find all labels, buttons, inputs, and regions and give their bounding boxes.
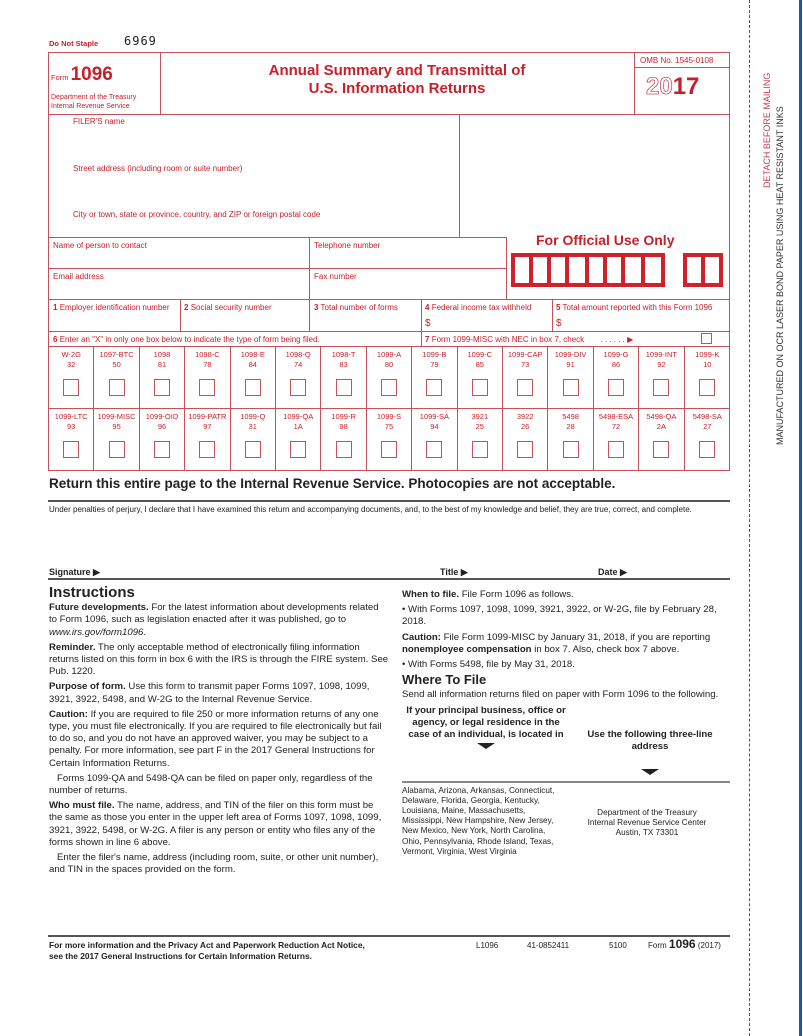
- form-type-code: 74: [294, 360, 303, 369]
- form-type-checkbox[interactable]: [653, 441, 669, 458]
- form-title: Annual Summary and Transmittal of U.S. Information Returns: [268, 62, 526, 97]
- return-notice: Return this entire page to the Internal Revenue Service. Photocopies are not acceptable.: [49, 476, 616, 491]
- box4-dollar: $: [425, 318, 431, 329]
- form-type-checkbox[interactable]: [517, 441, 533, 458]
- form-type-cell: [685, 409, 730, 471]
- form-type-name: 1097-BTC: [99, 350, 134, 359]
- form-type-cell: [231, 409, 276, 471]
- form-type-cell: [594, 409, 639, 471]
- box5-dollar: $: [556, 318, 562, 329]
- box1-label: 1 Employer identification number: [53, 303, 170, 312]
- form-type-code: 92: [657, 360, 666, 369]
- form-type-code: 83: [339, 360, 348, 369]
- form-type-cell: [140, 347, 185, 409]
- form-1096: [48, 52, 730, 471]
- form-type-name: 1099-B: [422, 350, 447, 359]
- form-type-code: 96: [157, 422, 167, 431]
- form-type-code: 50: [112, 360, 121, 369]
- form-type-checkbox[interactable]: [426, 441, 442, 458]
- form-type-checkbox[interactable]: [563, 441, 579, 458]
- form-type-checkbox[interactable]: [154, 441, 170, 458]
- form-type-cell: [94, 347, 139, 409]
- form-type-cell: [458, 347, 503, 409]
- form-type-code: 94: [430, 422, 439, 431]
- form-type-name: 1099-CAP: [507, 350, 543, 359]
- form-type-checkbox[interactable]: [109, 379, 125, 396]
- form-type-name: 1099-QA: [283, 412, 314, 421]
- signature-line[interactable]: [48, 578, 730, 580]
- date-label: Date ▶: [598, 567, 627, 577]
- form-type-name: 1099-PATR: [188, 412, 227, 421]
- form-type-code: 2A: [656, 422, 666, 431]
- form-type-checkbox[interactable]: [472, 379, 488, 396]
- filer-name-label: FILER'S name: [73, 117, 125, 126]
- form-type-name: 1099-S: [376, 412, 402, 421]
- form-type-cell: [503, 409, 548, 471]
- form-type-checkbox[interactable]: [381, 441, 397, 458]
- form-type-cell: [321, 347, 366, 409]
- form-type-cell: [185, 409, 230, 471]
- form-type-name: 1099-INT: [645, 350, 678, 359]
- form-type-cell: [548, 347, 593, 409]
- detach-notice: DETACH BEFORE MAILING: [762, 72, 772, 188]
- form-type-code: 91: [566, 360, 575, 369]
- form-type-checkbox[interactable]: [245, 379, 261, 396]
- instructions-right: When to file. File Form 1096 as follows. • With Forms 1097, 1098, 1099, 3921, 3922, or W-2G, file by February 28, 2018. Caution: File Form 1099-MISC by January 31, 2018, if you are reporting nonemployee compensation in box 7. Also, check box 7 above. • With Forms 5498, file by May 31, 2018. Where To File Send all information returns filed on paper with Form 1096 to the following. If your principal business, office or agency, or legal residence in the case of an individual, is located in Use the following three-line address Alabama, Arizona, Arkansas, Connecticut, Delaware, Florida, Georgia, Kentucky, Louisiana, Maine, Massachusetts, Mississippi, New Hampshire, New Jersey, New Mexico, New York, North Carolina, Ohio, Pennsylvania, Rhode Island, Texas, Vermont, Virginia, West Virginia Department of the Treasury Internal Revenue Service Center Austin, TX 73301: [402, 589, 730, 857]
- telephone-label: Telephone number: [314, 241, 381, 250]
- form-type-cell: [458, 409, 503, 471]
- form-type-checkbox[interactable]: [109, 441, 125, 458]
- detach-line: [749, 0, 750, 1036]
- form-type-name: 1099-MISC: [97, 412, 136, 421]
- form-type-checkbox[interactable]: [336, 379, 352, 396]
- perjury-statement: Under penalties of perjury, I declare that I have examined this return and accompanying documents, and, to the best of my knowledge and belief, they are true, correct, and complete.: [49, 505, 692, 514]
- catalog-number: L1096: [476, 941, 499, 950]
- form-type-name: 1099-LTC: [54, 412, 88, 421]
- form-type-checkbox[interactable]: [290, 441, 306, 458]
- omb-number: OMB No. 1545-0108: [640, 56, 714, 65]
- form-type-name: 1099-C: [467, 350, 493, 359]
- form-type-cell: [639, 409, 684, 471]
- form-type-checkbox[interactable]: [63, 379, 79, 396]
- box4-label: 4 Federal income tax withheld: [425, 303, 532, 312]
- form-type-cell: [594, 347, 639, 409]
- form-type-code: 1A: [293, 422, 303, 431]
- form-type-checkbox[interactable]: [199, 441, 215, 458]
- form-type-code: 81: [157, 360, 167, 369]
- form-type-name: W-2G: [61, 350, 81, 359]
- form-type-code: 10: [703, 360, 712, 369]
- form-word: Form: [51, 73, 69, 82]
- form-type-name: 5498-ESA: [598, 412, 634, 421]
- form-type-checkbox[interactable]: [472, 441, 488, 458]
- form-type-cell: [185, 347, 230, 409]
- form-type-checkbox[interactable]: [63, 441, 79, 458]
- do-not-staple: Do Not Staple: [49, 39, 99, 48]
- form-type-code: 28: [566, 422, 575, 431]
- irs-address: Department of the Treasury Internal Revenue Service Center Austin, TX 73301: [587, 807, 707, 838]
- city-label: City or town, state or province, country, and ZIP or foreign postal code: [73, 210, 321, 219]
- form-type-name: 5498-QA: [646, 412, 677, 421]
- form-type-name: 1099-Q: [240, 412, 266, 421]
- form-type-code: 80: [384, 360, 394, 369]
- form-type-checkbox[interactable]: [699, 379, 715, 396]
- form-type-name: 3921: [471, 412, 489, 421]
- arrow-down-icon: [477, 743, 495, 749]
- title-label: Title ▶: [440, 567, 468, 577]
- form-type-cell: [276, 409, 321, 471]
- form-type-name: 1098-E: [240, 350, 265, 359]
- form-type-name: 1099-R: [331, 412, 356, 421]
- form-type-code: 31: [248, 422, 257, 431]
- form-type-name: 1098-Q: [285, 350, 311, 359]
- manufacture-notice: MANUFACTURED ON OCR LASER BOND PAPER USING HEAT RESISTANT INKS: [775, 106, 785, 445]
- official-use-label: For Official Use Only: [536, 232, 675, 248]
- form-type-code: 78: [203, 360, 212, 369]
- form-type-checkbox[interactable]: [608, 441, 624, 458]
- form-type-cell: [94, 409, 139, 471]
- form-type-checkbox[interactable]: [245, 441, 261, 458]
- form-type-cell: [412, 347, 457, 409]
- form-type-code: 26: [521, 422, 530, 431]
- form-type-cell: [140, 409, 185, 471]
- form-type-checkbox[interactable]: [154, 379, 170, 396]
- signature-label: Signature ▶: [49, 567, 100, 577]
- form-type-checkbox[interactable]: [199, 379, 215, 396]
- form-type-code: 75: [384, 422, 394, 431]
- form-type-name: 5498-SA: [692, 412, 722, 421]
- form-type-code: 72: [611, 422, 621, 431]
- form-type-code: 86: [611, 360, 621, 369]
- form-type-name: 3922: [516, 412, 534, 421]
- arrow-down-icon: [641, 769, 659, 775]
- form-type-checkbox[interactable]: [653, 379, 669, 396]
- box7-label: 7 Form 1099-MISC with NEC in box 7, check . . . . . . ▶: [425, 335, 634, 344]
- form-type-cell: [321, 409, 366, 471]
- code-number: 5100: [609, 941, 627, 950]
- box3-label: 3 Total number of forms: [314, 303, 398, 312]
- form-type-code: 98: [339, 422, 348, 431]
- form-type-code: 73: [521, 360, 530, 369]
- states-list: Alabama, Arizona, Arkansas, Connecticut, Delaware, Florida, Georgia, Kentucky, Louisiana, Maine, Massachusetts, Mississippi, New Hampshire, New Jersey, New Mexico, New York, North Carolina, Ohio, Pennsylvania, Rhode Island, Texas, Vermont, Virginia, West Virginia: [402, 785, 555, 856]
- form-type-cell: [503, 347, 548, 409]
- form-type-cell: [367, 347, 412, 409]
- form-type-cell: [548, 409, 593, 471]
- form-type-name: 1099-A: [376, 350, 402, 359]
- form-type-checkbox[interactable]: [290, 379, 306, 396]
- form-type-cell: [685, 347, 730, 409]
- box5-label: 5 Total amount reported with this Form 1096: [556, 303, 713, 312]
- email-label: Email address: [53, 272, 104, 281]
- form-type-name: 1099-SA: [419, 412, 449, 421]
- form-type-name: 1099-DIV: [554, 350, 587, 359]
- form-type-checkbox[interactable]: [563, 379, 579, 396]
- form-type-code: 27: [703, 422, 712, 431]
- form-type-code: 85: [475, 360, 484, 369]
- form-type-code: 93: [67, 422, 76, 431]
- form-type-checkbox[interactable]: [608, 379, 624, 396]
- form-type-code: 32: [67, 360, 76, 369]
- street-address-label: Street address (including room or suite number): [73, 164, 243, 173]
- form-type-cell: [276, 347, 321, 409]
- form-type-code: 95: [112, 422, 121, 431]
- instructions-left: Instructions Future developments. For the latest information about developments related to Form 1096, such as legislation enacted after it was published, go to www.irs.gov/form1096. Reminder. The only acceptable method of electronically filing information returns listed on this form in box 6 with the IRS is through the FIRE system. See Pub. 1220. Purpose of form. Use this form to transmit paper Forms 1097, 1098, 1099, 3921, 3922, 5498, and W-2G to the Internal Revenue Service. Caution: If you are required to file 250 or more information returns of any one type, you must file electronically. If you are required to file electronically but fail to do so, and you do not have an approved waiver, you may be subject to a penalty. For more information, see part F in the 2017 General Instructions for Certain Information Returns. Forms 1099-QA and 5498-QA can be filed on paper only, regardless of the number of returns. Who must file. The name, address, and TIN of the filer on this form must be the same as those you enter in the upper left area of Forms 1097, 1098, 1099, 3921, 3922, 5498, or W-2G. A filer is any person or entity who files any of the forms shown in line 6 above. Enter the filer's name, address (including room, suite, or other unit number), and TIN in the spaces provided on the form.: [49, 584, 389, 876]
- form-type-checkbox[interactable]: [699, 441, 715, 458]
- footer-notice: For more information and the Privacy Act and Paperwork Reduction Act Notice, see the 2017 General Instructions for Certain Information Returns.: [49, 940, 365, 961]
- form-type-checkbox[interactable]: [426, 379, 442, 396]
- form-type-cell: [49, 409, 94, 471]
- form-type-code: 25: [475, 422, 484, 431]
- form-number: 1096: [70, 64, 113, 85]
- form-type-cell: [49, 347, 94, 409]
- box2-label: 2 Social security number: [184, 303, 272, 312]
- box7-checkbox[interactable]: [701, 333, 712, 344]
- form-type-cell: [367, 409, 412, 471]
- tax-year: 2017: [646, 73, 700, 100]
- form-type-name: 5498: [562, 412, 579, 421]
- form-type-name: 1099-K: [695, 350, 720, 359]
- where-to-file-heading: Where To File: [402, 672, 487, 688]
- form-type-checkbox[interactable]: [381, 379, 397, 396]
- form-type-name: 1098-C: [195, 350, 220, 359]
- form-type-name: 1099-OID: [145, 412, 179, 421]
- form-type-checkbox[interactable]: [517, 379, 533, 396]
- form-type-cell: [639, 347, 684, 409]
- fax-label: Fax number: [314, 272, 357, 281]
- form-type-code: 84: [248, 360, 257, 369]
- form-type-code: 79: [430, 360, 439, 369]
- form-type-cell: [412, 409, 457, 471]
- instructions-heading: Instructions: [49, 584, 135, 601]
- form-type-name: 1098-T: [331, 350, 356, 359]
- form-type-name: 1098: [153, 350, 171, 359]
- form-type-checkbox[interactable]: [336, 441, 352, 458]
- box6-label: 6 Enter an "X" in only one box below to indicate the type of form being filed.: [53, 335, 320, 344]
- contact-name-label: Name of person to contact: [53, 241, 147, 250]
- footer-form-id: Form 1096 (2017): [648, 937, 721, 951]
- department-line: Department of the Treasury Internal Revenue Service: [51, 94, 137, 110]
- form-type-cell: [231, 347, 276, 409]
- form-type-code: 97: [203, 422, 212, 431]
- form-type-name: 1099-G: [603, 350, 629, 359]
- ein-number: 41-0852411: [527, 941, 570, 950]
- handwritten-number: 6969: [124, 34, 157, 48]
